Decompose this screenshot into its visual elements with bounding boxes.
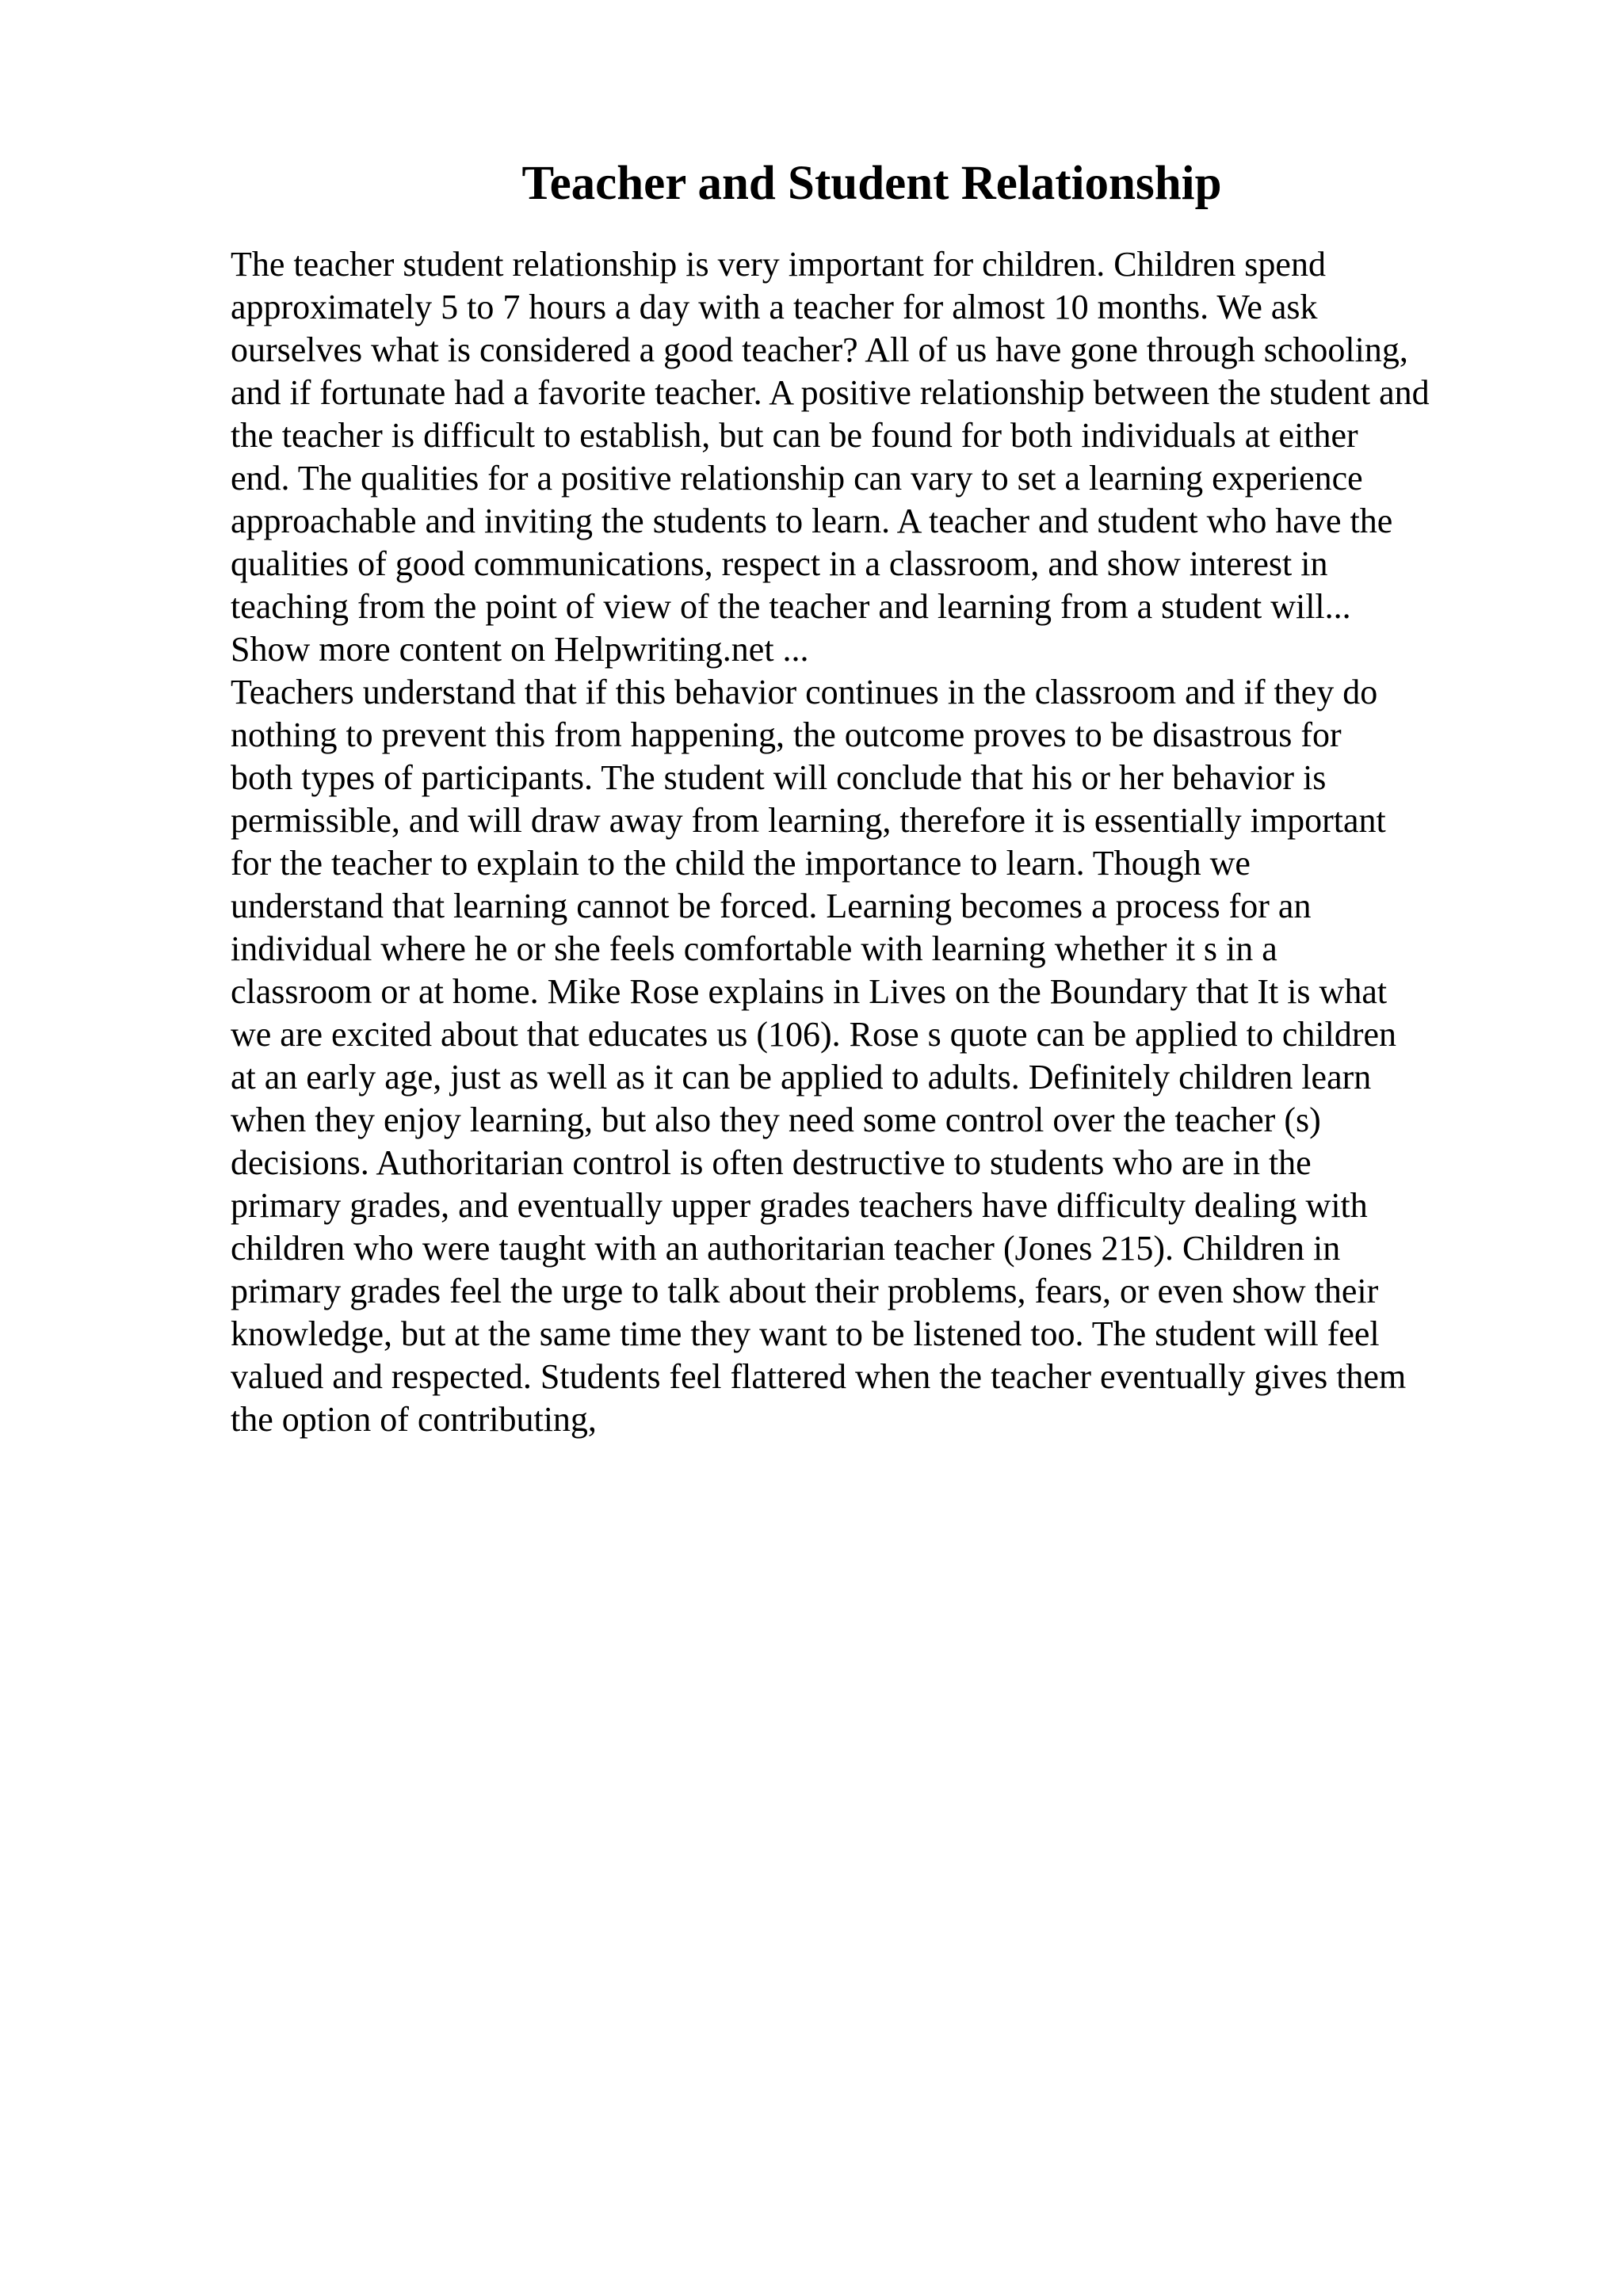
text-line: valued and respected. Students feel flattered when the teacher eventually gives them: [231, 1357, 1407, 1396]
text-line: approachable and inviting the students to learn. A teacher and student who have the: [231, 502, 1393, 540]
text-line: Teachers understand that if this behavior continues in the classroom and if they do: [231, 673, 1378, 711]
text-line: Show more content on Helpwriting.net ...: [231, 630, 809, 669]
text-line: The teacher student relationship is very important for children. Children spend: [231, 245, 1326, 284]
text-line: qualities of good communications, respect in a classroom, and show interest in: [231, 544, 1328, 583]
text-line: at an early age, just as well as it can be applied to adults. Definitely children learn: [231, 1058, 1372, 1097]
text-line: end. The qualities for a positive relationship can vary to set a learning experience: [231, 459, 1363, 498]
text-line: classroom or at home. Mike Rose explains in Lives on the Boundary that It is what: [231, 972, 1388, 1011]
text-line: primary grades feel the urge to talk about their problems, fears, or even show their: [231, 1272, 1379, 1310]
text-line: both types of participants. The student will conclude that his or her behavior is: [231, 758, 1327, 797]
text-line: ourselves what is considered a good teacher? All of us have gone through schooling,: [231, 330, 1408, 369]
text-line: understand that learning cannot be forced. Learning becomes a process for an: [231, 887, 1312, 925]
text-line: we are excited about that educates us (106). Rose s quote can be applied to children: [231, 1015, 1397, 1054]
text-line: decisions. Authoritarian control is often destructive to students who are in the: [231, 1143, 1312, 1182]
text-line: and if fortunate had a favorite teacher. A positive relationship between the student and: [231, 373, 1430, 412]
text-line: for the teacher to explain to the child the importance to learn. Though we: [231, 844, 1251, 883]
text-line: nothing to prevent this from happening, the outcome proves to be disastrous for: [231, 715, 1342, 754]
text-line: permissible, and will draw away from learning, therefore it is essentially important: [231, 801, 1386, 840]
text-line: individual where he or she feels comfortable with learning whether it s in a: [231, 929, 1277, 968]
text-line: the teacher is difficult to establish, but can be found for both individuals at either: [231, 416, 1358, 455]
page-title: Teacher and Student Relationship: [521, 157, 1222, 210]
text-line: children who were taught with an authoritarian teacher (Jones 215). Children in: [231, 1229, 1341, 1268]
text-line: approximately 5 to 7 hours a day with a teacher for almost 10 months. We ask: [231, 288, 1318, 326]
text-line: the option of contributing,: [231, 1400, 597, 1439]
text-line: teaching from the point of view of the teacher and learning from a student will...: [231, 587, 1351, 626]
text-line: knowledge, but at the same time they want to be listened too. The student will feel: [231, 1314, 1380, 1353]
text-line: when they enjoy learning, but also they need some control over the teacher (s): [231, 1100, 1321, 1139]
document-body: [231, 243, 1594, 1441]
text-line: primary grades, and eventually upper grades teachers have difficulty dealing with: [231, 1186, 1368, 1225]
